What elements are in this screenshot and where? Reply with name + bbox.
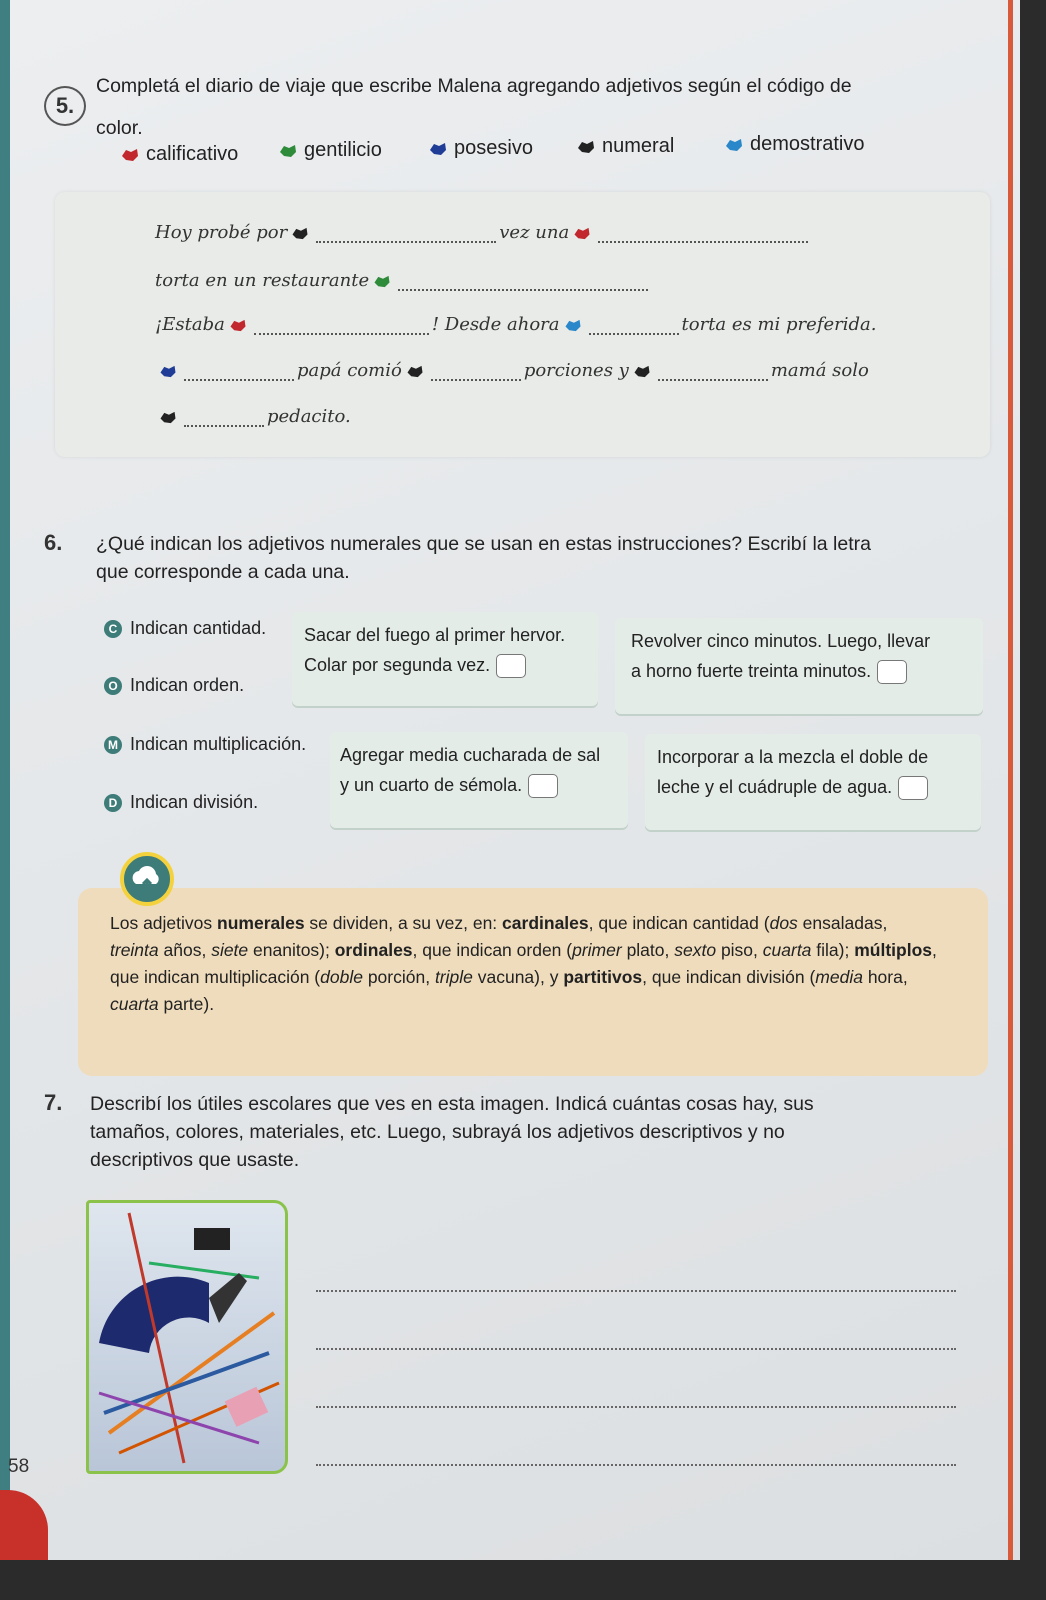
light-blue-blob-icon <box>563 318 583 333</box>
answer-box[interactable] <box>496 654 526 678</box>
legend-gentilicio <box>278 139 382 162</box>
code-text: Indican multiplicación. <box>130 734 307 754</box>
exercise-7-question-line3: descriptivos que usaste. <box>90 1149 300 1171</box>
card-line: Colar por segunda vez. <box>304 655 491 675</box>
info-span: enanitos); <box>248 940 335 960</box>
blank-line[interactable] <box>184 411 264 427</box>
card-line: leche y el cuádruple de agua. <box>657 777 893 797</box>
exercise-5-instruction-line2: color. <box>96 117 143 139</box>
code-o <box>104 675 244 696</box>
legend-numeral <box>576 135 674 158</box>
legend-label: gentilicio <box>304 139 382 161</box>
instruction-card-1 <box>292 612 598 706</box>
info-span: años, <box>158 940 212 960</box>
info-term: múltiplos <box>854 940 932 960</box>
blank-line[interactable] <box>431 365 521 381</box>
cloud-icon <box>124 856 170 902</box>
legend-demostrativo <box>724 133 865 156</box>
instruction-card-2 <box>615 618 983 714</box>
blank-line[interactable] <box>184 365 294 381</box>
blank-line[interactable] <box>589 319 679 335</box>
code-letter: M <box>104 736 122 754</box>
color-code-legend <box>120 133 920 171</box>
legend-label: posesivo <box>454 137 533 159</box>
blank-line[interactable] <box>316 227 496 243</box>
answer-box[interactable] <box>877 660 907 684</box>
answer-box[interactable] <box>898 776 928 800</box>
page-edge-band <box>0 0 10 1500</box>
diary-row-5 <box>155 406 351 427</box>
red-blob-icon <box>120 147 140 163</box>
diary-text: ¡Estaba <box>155 314 225 335</box>
answer-line-3[interactable] <box>316 1406 956 1408</box>
exercise-7-question-line2: tamaños, colores, materiales, etc. Luego, subrayá los adjetivos descriptivos y no <box>90 1121 785 1143</box>
answer-line-2[interactable] <box>316 1348 956 1350</box>
info-term: numerales <box>217 913 305 933</box>
info-span: Los adjetivos <box>110 913 218 933</box>
info-example: cuarta <box>762 940 812 960</box>
blue-blob-icon <box>158 364 178 379</box>
blank-line[interactable] <box>254 319 429 335</box>
code-m <box>104 734 306 755</box>
black-blob-icon <box>290 226 310 241</box>
exercise-6-number: 6. <box>44 530 63 555</box>
info-term: cardinales <box>502 913 589 933</box>
diary-row-2 <box>155 270 651 291</box>
cloud-tip-icon <box>120 852 174 906</box>
instruction-card-4 <box>645 734 981 830</box>
info-span: piso, <box>716 940 763 960</box>
page-number: 58 <box>8 1456 30 1477</box>
blue-blob-icon <box>428 141 448 157</box>
diary-text: torta es mi preferida. <box>681 314 877 335</box>
black-blob-icon <box>576 139 596 155</box>
info-example: sexto <box>674 940 717 960</box>
answer-line-4[interactable] <box>316 1464 956 1466</box>
info-span: , que indican división ( <box>642 967 816 987</box>
diary-row-3 <box>155 314 876 335</box>
travel-diary-box <box>55 192 990 457</box>
info-example: media <box>815 967 863 987</box>
info-span: se dividen, a su vez, en: <box>304 913 503 933</box>
red-blob-icon <box>572 226 592 241</box>
code-letter: D <box>104 794 122 812</box>
info-span: parte). <box>158 994 215 1014</box>
card-line: Agregar media cucharada de sal <box>340 745 601 765</box>
info-span: ensaladas, <box>797 913 888 933</box>
code-text: Indican orden. <box>130 675 245 695</box>
blank-line[interactable] <box>658 365 768 381</box>
card-line: Sacar del fuego al primer hervor. <box>304 625 566 645</box>
info-example: doble <box>320 967 363 987</box>
info-example: dos <box>769 913 798 933</box>
card-line: a horno fuerte treinta minutos. <box>631 661 872 681</box>
margin-red-line <box>1008 0 1013 1560</box>
card-line: Revolver cinco minutos. Luego, llevar <box>631 631 931 651</box>
diary-row-4 <box>155 360 869 381</box>
code-text: Indican cantidad. <box>130 618 267 638</box>
code-d <box>104 792 258 813</box>
info-span: hora, <box>862 967 908 987</box>
legend-label: numeral <box>602 135 675 157</box>
info-span: , que indican multiplicación ( <box>110 940 937 987</box>
info-term: partitivos <box>563 967 643 987</box>
answer-line-1[interactable] <box>316 1290 956 1292</box>
info-example: siete <box>211 940 249 960</box>
info-span: , que indican cantidad ( <box>588 913 770 933</box>
black-blob-icon <box>158 410 178 425</box>
diary-text: Hoy probé por <box>155 222 288 243</box>
black-blob-icon <box>632 364 652 379</box>
green-blob-icon <box>372 274 392 289</box>
answer-box[interactable] <box>528 774 558 798</box>
code-letter: C <box>104 620 122 638</box>
school-supplies-photo <box>86 1200 288 1474</box>
info-example: cuarta <box>110 994 159 1014</box>
diary-text: porciones y <box>523 360 629 381</box>
code-c <box>104 618 266 639</box>
info-example: primer <box>572 940 622 960</box>
diary-row-1 <box>155 222 811 243</box>
school-supplies-illustration <box>89 1203 285 1471</box>
blank-line[interactable] <box>398 275 648 291</box>
exercise-6-question-line2: que corresponde a cada una. <box>96 561 350 583</box>
code-text: Indican división. <box>130 792 259 812</box>
exercise-7-question-line1: Describí los útiles escolares que ves en esta imagen. Indicá cuántas cosas hay, sus <box>90 1093 814 1115</box>
diary-text: papá comió <box>297 360 402 381</box>
info-span: plato, <box>621 940 675 960</box>
exercise-5-number: 5. <box>44 86 86 126</box>
info-text <box>110 910 940 1018</box>
diary-text: pedacito. <box>267 406 351 427</box>
blank-line[interactable] <box>598 227 808 243</box>
exercise-5-instruction-line1: Completá el diario de viaje que escribe Malena agregando adjetivos según el código de <box>96 75 852 97</box>
legend-label: demostrativo <box>750 133 865 155</box>
instruction-card-3 <box>330 732 628 828</box>
card-line: Incorporar a la mezcla el doble de <box>657 747 929 767</box>
code-letter: O <box>104 677 122 695</box>
legend-posesivo <box>428 137 533 160</box>
exercise-7-number: 7. <box>44 1090 63 1115</box>
info-span: vacuna), y <box>472 967 564 987</box>
info-span: porción, <box>362 967 435 987</box>
info-example: treinta <box>110 940 159 960</box>
legend-label: calificativo <box>146 143 239 165</box>
exercise-6-question-line1: ¿Qué indican los adjetivos numerales que se usan en estas instrucciones? Escribí la letra <box>96 533 871 555</box>
red-blob-icon <box>228 318 248 333</box>
green-blob-icon <box>278 143 298 159</box>
light-blue-blob-icon <box>724 137 744 153</box>
info-term: ordinales <box>334 940 413 960</box>
info-span: , que indican orden ( <box>412 940 573 960</box>
legend-calificativo <box>120 143 238 166</box>
info-example: triple <box>434 967 473 987</box>
black-blob-icon <box>405 364 425 379</box>
diary-text: ! Desde ahora <box>431 314 560 335</box>
diary-text: mamá solo <box>770 360 869 381</box>
card-line: y un cuarto de sémola. <box>340 775 523 795</box>
diary-text: vez una <box>499 222 570 243</box>
diary-text: torta en un restaurante <box>155 270 370 291</box>
info-span: fila); <box>811 940 855 960</box>
